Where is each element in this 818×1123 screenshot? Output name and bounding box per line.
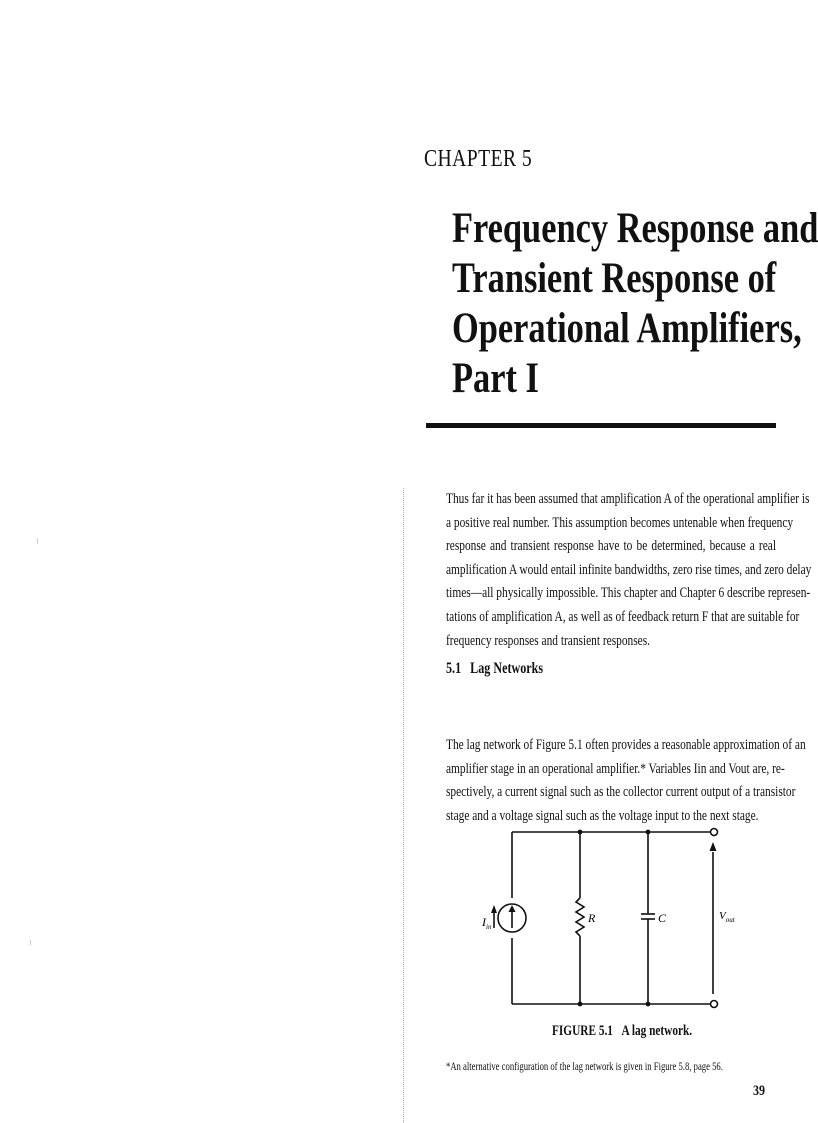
capacitor-label: C (658, 911, 667, 925)
chapter-rule (426, 423, 776, 428)
footnote: *An alternative configuration of the lag network is given in Figure 5.8, page 56. (446, 1059, 723, 1073)
text-line: Thus far it has been assumed that amplification A of the operational amplifier is (446, 490, 810, 507)
current-source-label: $I_{in}$ (482, 915, 492, 931)
scan-speck (37, 538, 38, 544)
output-voltage-label: $V_{out}$ (719, 910, 735, 924)
scan-speck (30, 940, 31, 945)
figure-label: FIGURE 5.1 (552, 1023, 613, 1039)
lag-network-paragraph (446, 733, 806, 827)
text-line: response and transient response have to be determined, because a real (446, 537, 776, 555)
chapter-title (452, 204, 818, 404)
chapter-title-line: Transient Response of (452, 255, 777, 302)
resistor-label: R (588, 911, 596, 925)
junction-dot (578, 830, 583, 835)
output-voltage-arrowhead (710, 842, 717, 851)
section-title: Lag Networks (470, 660, 544, 677)
chapter-title-line: Frequency Response and (452, 205, 818, 252)
text-line: tations of amplification A, as well as of feedback return F that are suitable for (446, 607, 800, 625)
text-line: The lag network of Figure 5.1 often provides a reasonable approximation of an (446, 736, 806, 753)
resistor-symbol (576, 898, 584, 936)
current-source-arrowhead (509, 905, 516, 912)
text-line: frequency responses and transient responses. (446, 631, 651, 649)
figure-caption (552, 1023, 692, 1040)
page-number: 39 (753, 1083, 765, 1099)
chapter-label: CHAPTER 5 (424, 146, 533, 172)
text-line: spectively, a current signal such as the collector current output of a transistor (446, 783, 796, 801)
output-terminal-bottom (711, 1001, 718, 1008)
text-line: amplification A would entail infinite bandwidths, zero rise times, and zero delay (446, 560, 812, 578)
text-line: amplifier stage in an operational amplifier.* Variables Iin and Vout are, re- (446, 759, 785, 777)
chapter-title-line: Operational Amplifiers, (452, 305, 802, 352)
intro-paragraph (446, 487, 812, 652)
junction-dot (578, 1002, 583, 1007)
text-line: a positive real number. This assumption becomes untenable when frequency (446, 513, 794, 531)
chapter-title-line: Part I (452, 355, 539, 402)
figure-caption-text: A lag network. (621, 1023, 693, 1039)
output-terminal-top (711, 829, 718, 836)
margin-guide-line (403, 488, 405, 1123)
section-number: 5.1 (446, 660, 462, 677)
text-line: stage and a voltage signal such as the voltage input to the next stage. (446, 806, 759, 824)
section-heading (446, 660, 543, 678)
junction-dot (646, 1002, 651, 1007)
text-line: times—all physically impossible. This chapter and Chapter 6 describe represen- (446, 584, 811, 602)
lag-network-diagram (470, 818, 735, 1018)
junction-dot (646, 830, 651, 835)
